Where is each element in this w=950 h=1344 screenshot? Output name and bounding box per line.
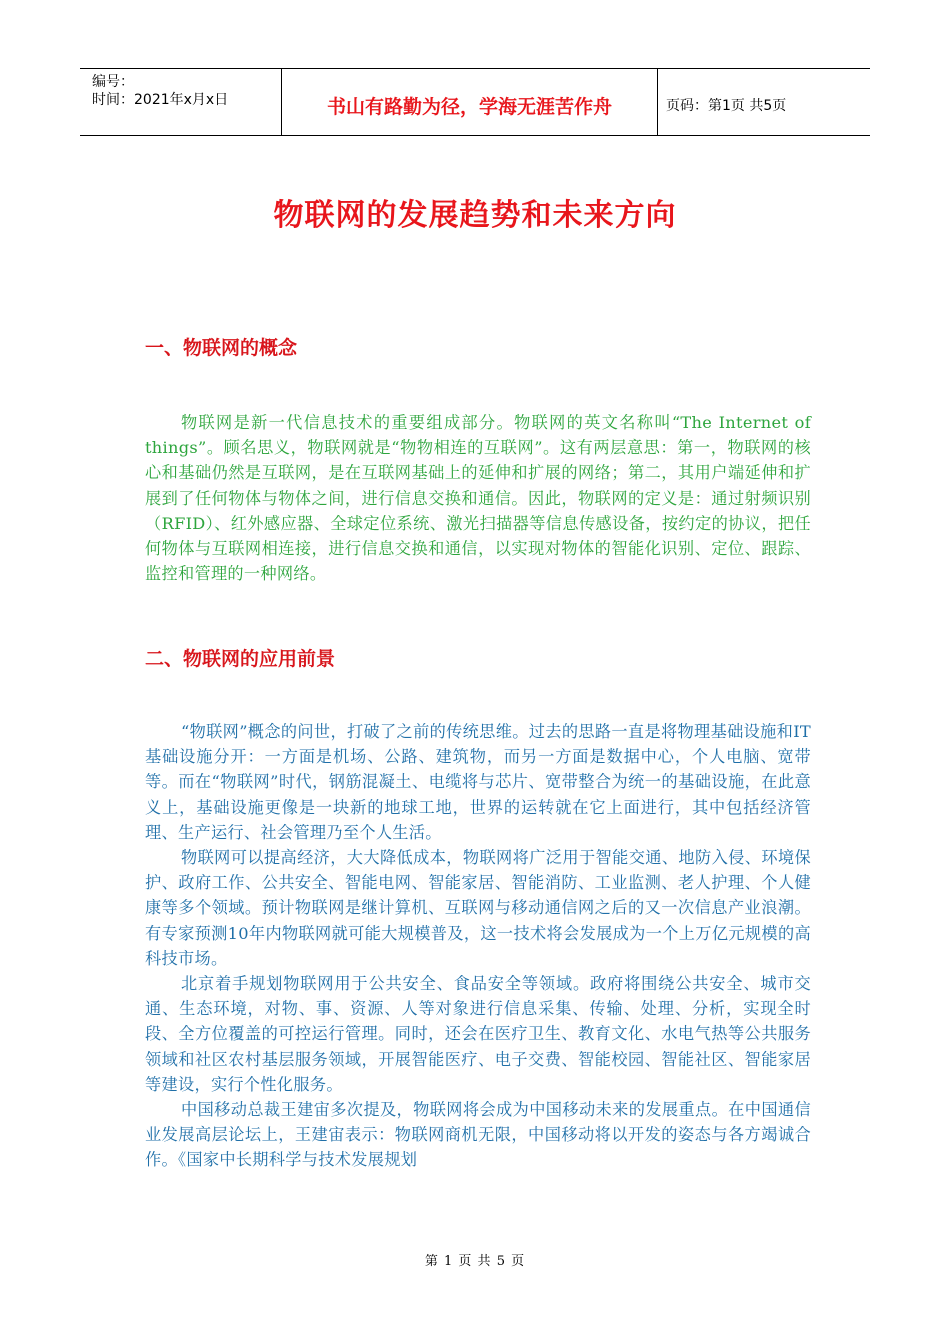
- document-header: [80, 68, 870, 136]
- prospects-paragraph-4: 中国移动总裁王建宙多次提及，物联网将会成为中国移动未来的发展重点。在中国通信业发展高层论坛上，王建宙表示：物联网商机无限，中国移动将以开发的姿态与各方竭诚合作。《国家中长期科学与技术发展规划: [145, 1100, 811, 1170]
- page-footer: 第 1 页 共 5 页: [424, 1254, 526, 1269]
- motto: 书山有路勤为径，学海无涯苦作舟: [326, 95, 612, 118]
- header-meta-cell: [80, 69, 282, 135]
- header-page-cell: [658, 69, 870, 135]
- section-heading-concept: 一、物联网的概念: [145, 337, 298, 359]
- page-info: 页码：第1页 共5页: [666, 98, 787, 114]
- number-label: 编号：: [92, 74, 134, 90]
- prospects-paragraph-1: “物联网”概念的问世，打破了之前的传统思维。过去的思路一直是将物理基础设施和IT基础设施分开：一方面是机场、公路、建筑物，而另一方面是数据中心，个人电脑、宽带等。而在“物联网”时代，钢筋混凝土、电缆将与芯片、宽带整合为统一的基础设施，在此意义上，基础设施更像是一块新的地球工地，世界的运转就在它上面进行，其中包括经济管理、生产运行、社会管理乃至个人生活。: [145, 722, 811, 842]
- document-title: 物联网的发展趋势和未来方向: [273, 198, 677, 233]
- concept-paragraph: 物联网是新一代信息技术的重要组成部分。物联网的英文名称叫“The Internet of things”。顾名思义，物联网就是“物物相连的互联网”。这有两层意思：第一，物联网的核心和基础仍然是互联网，是在互联网基础上的延伸和扩展的网络；第二，其用户端延伸和扩展到了任何物体与物体之间，进行信息交换和通信。因此，物联网的定义是：通过射频识别（RFID）、红外感应器、全球定位系统、激光扫描器等信息传感设备，按约定的协议，把任何物体与互联网相连接，进行信息交换和通信，以实现对物体的智能化识别、定位、跟踪、监控和管理的一种网络。: [145, 413, 811, 584]
- prospects-paragraph-2: 物联网可以提高经济，大大降低成本，物联网将广泛用于智能交通、地防入侵、环境保护、政府工作、公共安全、智能电网、智能家居、智能消防、工业监测、老人护理、个人健康等多个领域。预计物联网是继计算机、互联网与移动通信网之后的又一次信息产业浪潮。有专家预测10年内物联网就可能大规模普及，这一技术将会发展成为一个上万亿元规模的高科技市场。: [145, 848, 811, 968]
- section-heading-prospects: 二、物联网的应用前景: [145, 648, 336, 670]
- prospects-body: [145, 719, 811, 1173]
- time-label: 时间：2021年x月x日: [92, 92, 229, 108]
- prospects-paragraph-3: 北京着手规划物联网用于公共安全、食品安全等领域。政府将围绕公共安全、城市交通、生态环境，对物、事、资源、人等对象进行信息采集、传输、处理、分析，实现全时段、全方位覆盖的可控运行管理。同时，还会在医疗卫生、教育文化、水电气热等公共服务领域和社区农村基层服务领域，开展智能医疗、电子交费、智能校园、智能社区、智能家居等建设，实行个性化服务。: [145, 974, 811, 1094]
- header-motto-cell: [282, 69, 658, 135]
